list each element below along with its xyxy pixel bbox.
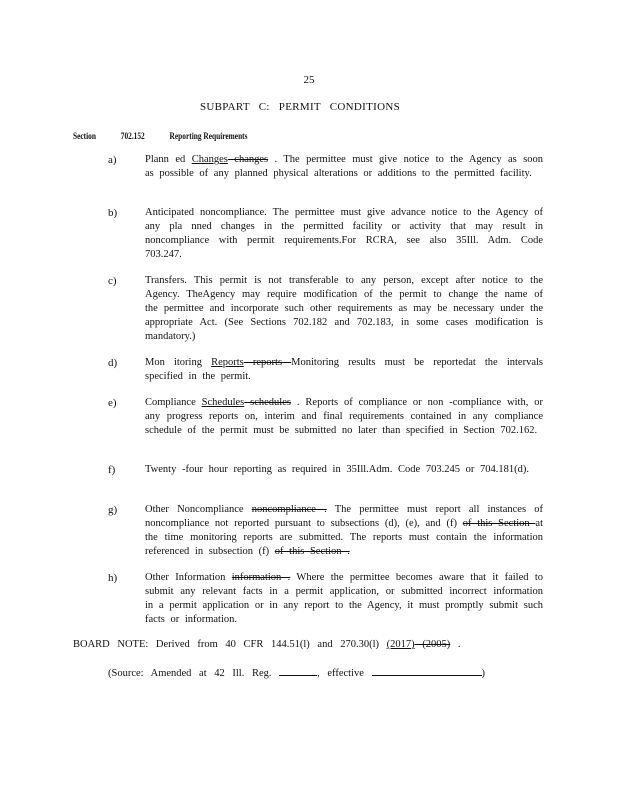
inserted-text: Schedules: [201, 397, 245, 408]
subpart-heading: SUBPART C: PERMIT CONDITIONS: [199, 101, 401, 113]
item-text-run: Mon itoring: [145, 357, 212, 368]
item-label: d): [108, 357, 118, 369]
register-blank: [279, 665, 317, 676]
item-text: [145, 571, 543, 627]
source-note: [108, 665, 548, 681]
item-text-run: Other Information: [145, 572, 232, 583]
board-note-suffix: .: [450, 639, 461, 650]
board-note-added: (2017): [386, 639, 415, 650]
deleted-text: of this Section: [462, 518, 536, 529]
item-text-run: Where the permittee becomes aware that it failed to submit any relevant facts in a permit application, or submitted incorrect information in a permit application or in any report to the Agency, it must promptly submit such facts or information.: [145, 572, 543, 625]
deleted-text: changes: [227, 154, 269, 165]
deleted-text: schedules: [244, 397, 291, 408]
item-text: [145, 503, 543, 559]
item-text-run: Compliance: [145, 397, 202, 408]
item-text-run: . Reports of compliance or non -compliance with, or any progress reports on, interim and final requirements contained in any compliance schedule of the permit must be submitted no later than specified in Section 702.162.: [145, 397, 543, 436]
deleted-text: information .: [231, 572, 291, 583]
item-text: [145, 153, 543, 181]
item-label: h): [108, 572, 118, 584]
item-text-run: . The permittee must give notice to the Agency as soon as possible of any planned physical alterations or additions to the permitted facility.: [145, 154, 543, 179]
section-number: 702.152: [120, 131, 145, 141]
item-text: [145, 206, 543, 262]
deleted-text: reports: [243, 357, 292, 368]
source-suffix: ): [481, 668, 486, 679]
source-middle: , effective: [317, 668, 372, 679]
deleted-text: noncompliance .: [251, 504, 327, 515]
item-text: [145, 274, 543, 344]
section-heading: [73, 129, 270, 143]
source-prefix: (Source: Amended at 42 Ill. Reg.: [108, 668, 280, 679]
item-label: c): [108, 275, 117, 287]
item-text: [145, 463, 543, 477]
item-text-run: Anticipated noncompliance. The permittee must give advance notice to the Agency of any pla nned changes in the permitted facility or activity that may result in noncompliance with permit requirements.For RCRA, see also 35Ill. Adm. Code 703.247.: [145, 207, 543, 260]
item-text-run: Monitoring results must be reportedat the intervals specified in the permit.: [145, 357, 543, 382]
item-text: [145, 396, 543, 438]
item-text: [145, 356, 543, 384]
section-title: Reporting Requirements: [169, 131, 248, 141]
board-note-text: Derived from 40 CFR 144.51(l) and 270.30(l): [148, 639, 387, 650]
item-label: g): [108, 504, 118, 516]
effective-date-blank: [372, 665, 482, 676]
item-label: a): [108, 154, 117, 166]
board-note: [73, 638, 543, 652]
item-label: f): [108, 464, 116, 476]
item-text-run: Plann ed: [145, 154, 192, 165]
inserted-text: Changes: [191, 154, 228, 165]
page-number: 25: [303, 74, 315, 86]
section-label: Section: [73, 131, 96, 141]
item-text-run: Other Noncompliance: [145, 504, 252, 515]
board-note-deleted: (2005): [414, 639, 451, 650]
item-text-run: The permittee must report all instances of noncompliance not reported pursuant to subsections (d), (e), and (f): [145, 504, 543, 529]
item-label: e): [108, 397, 117, 409]
item-text-run: Twenty -four hour reporting as required in 35Ill.Adm. Code 703.245 or 704.181(d).: [145, 464, 529, 475]
item-text-run: Transfers. This permit is not transferable to any person, except after notice to the Agency. TheAgency may require modification of the permit to change the name of the permittee and incorporate such other requirements as may be necessary under the appropriate Act. (See Sections 702.182 and 702.183, in some cases modification is mandatory.): [145, 275, 543, 342]
board-note-label: BOARD NOTE:: [73, 639, 149, 650]
item-text-run: at the time monitoring reports are submitted. The reports must contain the information referenced in subsection (f): [145, 518, 543, 557]
inserted-text: Reports: [211, 357, 244, 368]
item-label: b): [108, 207, 118, 219]
deleted-text: of this Section .: [274, 546, 350, 557]
